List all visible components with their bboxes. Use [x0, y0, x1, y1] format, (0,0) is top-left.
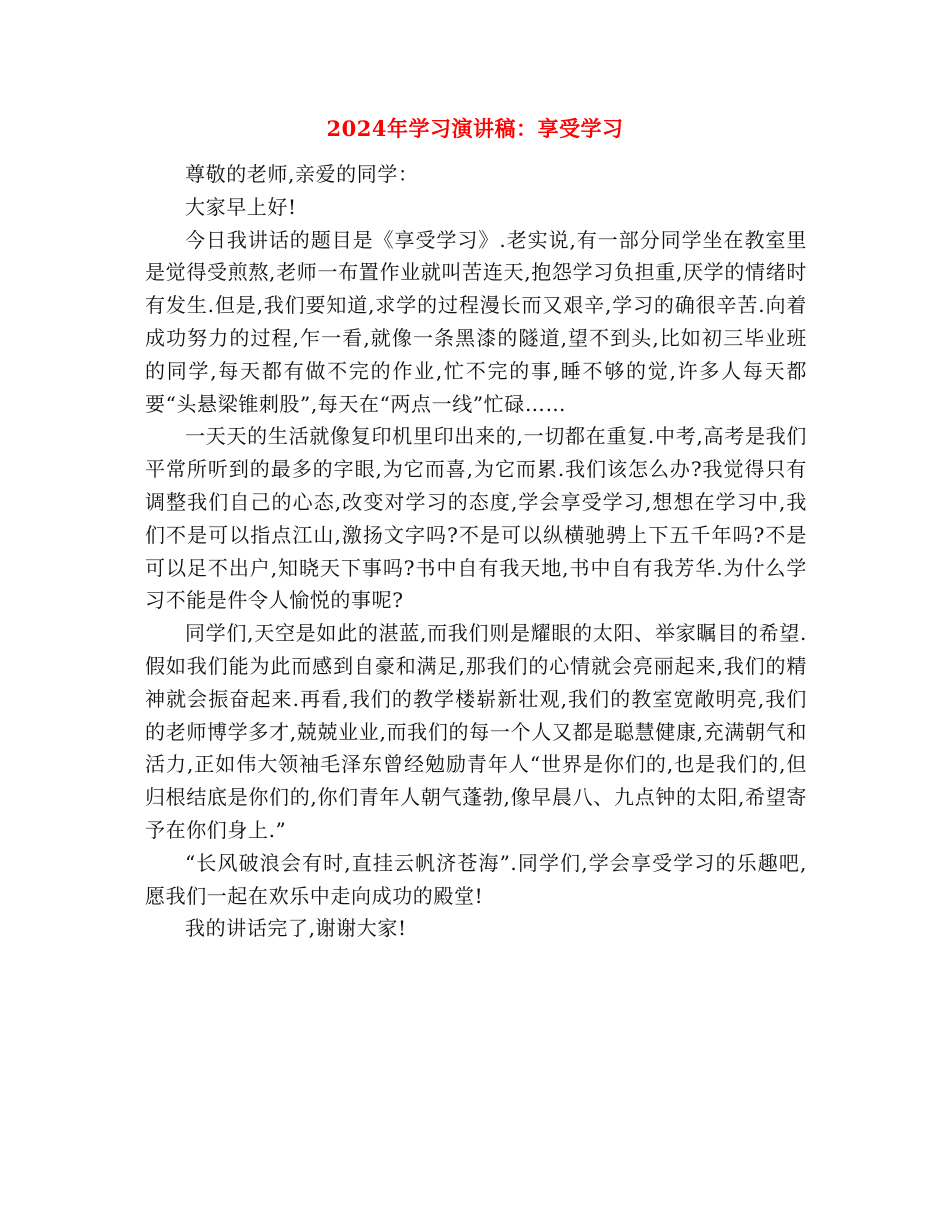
document-title: 2024年学习演讲稿：享受学习 — [326, 116, 624, 141]
closing-line: 我的讲话完了,谢谢大家! — [185, 916, 407, 941]
paragraph-attitude: 一天天的生活就像复印机里印出来的,一切都在重复.中考,高考是我们平常所听到的最多的字眼,为它而喜,为它而累.我们该怎么办?我觉得只有调整我们自己的心态,改变对学习的态度,学会享受学习,想想在学习中,我们不是可以指点江山,激扬文字吗?不是可以纵横驰骋上下五千年吗?不是可以足不出户,知晓天下事吗?书中自有我天地,书中自有我芳华.为什么学习不能是件令人愉悦的事呢? — [145, 424, 807, 613]
greeting: 大家早上好! — [185, 194, 297, 219]
salutation: 尊敬的老师,亲爱的同学： — [185, 162, 419, 186]
paragraph-encouragement: “长风破浪会有时,直挂云帆济苍海”.同学们,学会享受学习的乐趣吧,愿我们一起在欢乐中走向成功的殿堂! — [145, 850, 807, 908]
paragraph-pride: 同学们,天空是如此的湛蓝,而我们则是耀眼的太阳、举家瞩目的希望.假如我们能为此而感到自豪和满足,那我们的心情就会亮丽起来,我们的精神就会振奋起来.再看,我们的教学楼崭新壮观,我们的教室宽敞明亮,我们的老师博学多才,兢兢业业,而我们的每一个人又都是聪慧健康,充满朝气和活力,正如伟大领袖毛泽东曾经勉励青年人“世界是你们的,也是我们的,但归根结底是你们的,你们青年人朝气蓬勃,像早晨八、九点钟的太阳,希望寄予在你们身上.” — [145, 621, 807, 842]
paragraph-intro: 今日我讲话的题目是《享受学习》.老实说,有一部分同学坐在教室里是觉得受煎熬,老师一布置作业就叫苦连天,抱怨学习负担重,厌学的情绪时有发生.但是,我们要知道,求学的过程漫长而又艰辛,学习的确很辛苦.向着成功努力的过程,乍一看,就像一条黑漆的隧道,望不到头,比如初三毕业班的同学,每天都有做不完的作业,忙不完的事,睡不够的觉,许多人每天都要“头悬梁锥刺股”,每天在“两点一线”忙碌…… — [145, 227, 807, 416]
document-body — [145, 158, 807, 945]
